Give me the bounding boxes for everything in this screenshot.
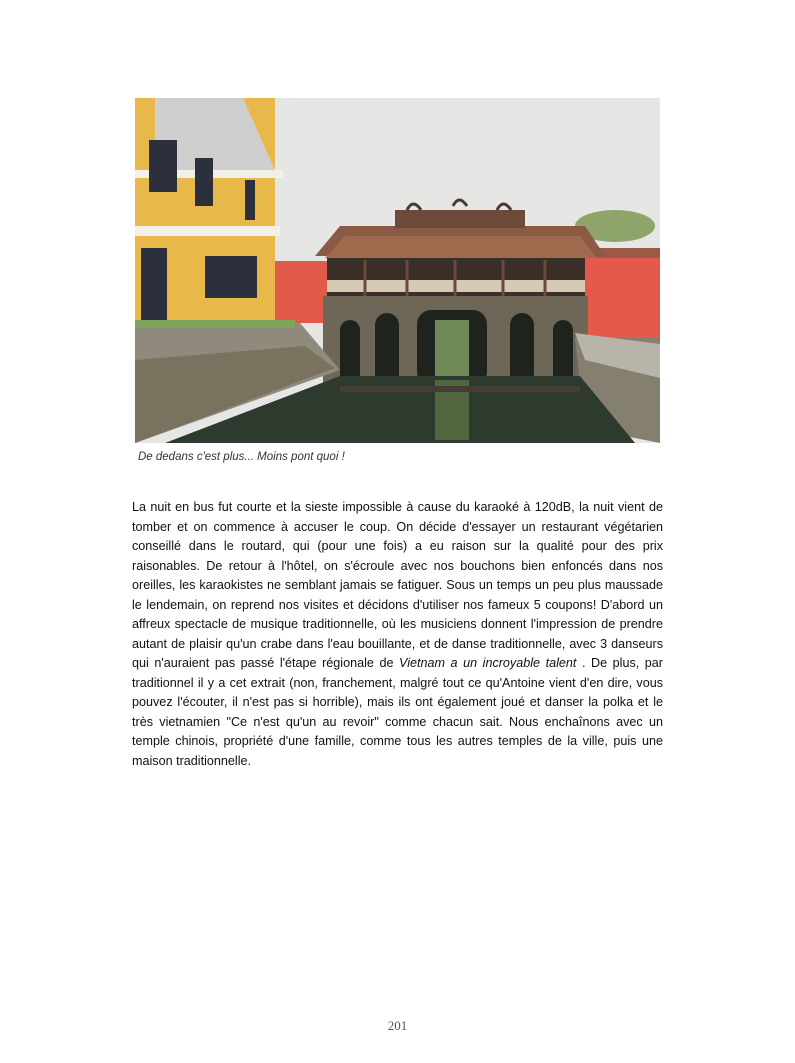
body-text-before: La nuit en bus fut courte et la sieste impossible à cause du karaoké à 120dB, la nuit vient de tomber et on commence à accuser le coup. On décide d'essayer un restaurant végétarien conseillé dans le routard, qui (pour une fois) a eu raison sur la qualité pour des prix raisonables. De retour à l'hôtel, on s'écroule avec nos bouchons bien enfoncés dans nos oreilles, les karaokistes ne semblant jamais se fatiguer. Sous un temps un peu plus maussade le lendemain, on reprend nos visites et décidons d'utiliser nos fameux 5 coupons! D'abord un affreux spectacle de musique traditionnelle, où les musiciens donnent l'impression de prendre autant de plaisir qu'un crabe dans l'eau bouillante, et de danse traditionnelle, avec 3 danseurs qui n'auraient pas passé l'étape régionale de [132, 500, 663, 670]
bridge-photo [135, 98, 660, 443]
show-title-emphasis: Vietnam a un incroyable talent [399, 656, 577, 670]
japanese-bridge-illustration [135, 98, 660, 443]
body-paragraph [132, 498, 663, 771]
page-number: 201 [387, 1018, 408, 1033]
body-text-after: . De plus, par traditionnel il y a cet extrait (non, franchement, malgré tout ce qu'Antoine vient d'en dire, vous pouvez l'écouter, il n'est pas si horrible), mais ils ont également joué et danser la polka et le très vietnamien "Ce n'est qu'un au revoir" comme chacun sait. Nous enchaînons avec un temple chinois, propriété d'une famille, comme tous les autres temples de la ville, puis une maison traditionnelle. [132, 656, 663, 768]
figure-caption: De dedans c'est plus... Moins pont quoi ! [138, 451, 345, 463]
